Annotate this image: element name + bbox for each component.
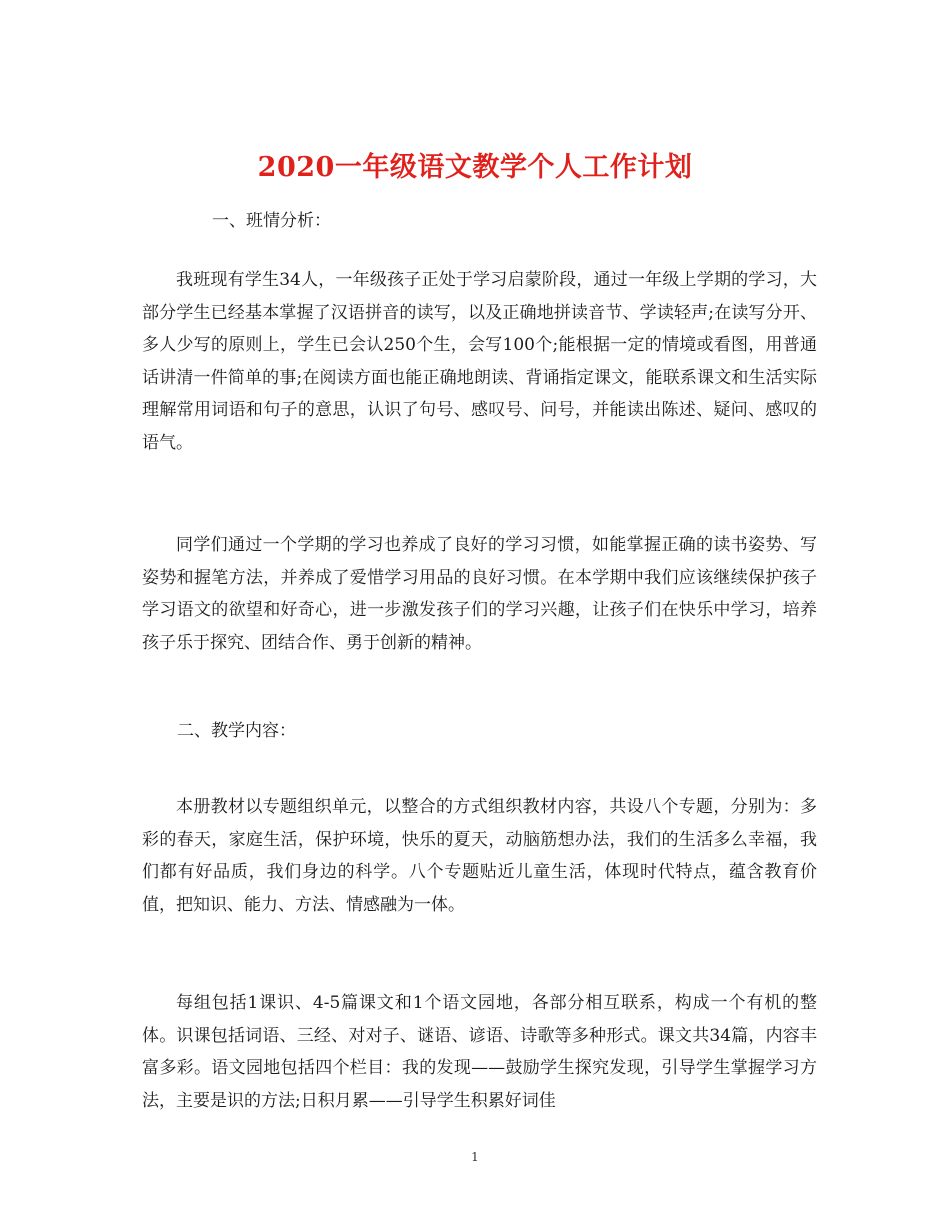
paragraph-learning-habits: 同学们通过一个学期的学习也养成了良好的学习习惯，如能掌握正确的读书姿势、写姿势和握笔方法，并养成了爱惜学习用品的良好习惯。在本学期中我们应该继续保护孩子学习语文的欲望和好奇心，进一步激发孩子们的学习兴趣，让孩子们在快乐中学习，培养孩子乐于探究、团结合作、勇于创新的精神。 [142, 535, 817, 653]
section-heading-class-analysis: 一、班情分析： [212, 211, 331, 231]
paragraph-unit-structure: 每组包括1课识、4-5篇课文和1个语文园地，各部分相互联系，构成一个有机的整体。识课包括词语、三经、对对子、谜语、谚语、诗歌等多种形式。课文共34篇，内容丰富多彩。语文园地包括四个栏目：我的发现——鼓励学生探究发现，引导学生掌握学习方法，主要是识的方法;日积月累——引导学生积累好词佳 [142, 993, 817, 1111]
section-heading-teaching-content: 二、教学内容： [177, 721, 296, 741]
document-title: 2020一年级语文教学个人工作计划 [257, 152, 693, 184]
page-number: 1 [471, 1150, 479, 1164]
paragraph-textbook-topics: 本册教材以专题组织单元，以整合的方式组织教材内容，共设八个专题，分别为：多彩的春天，家庭生活，保护环境，快乐的夏天，动脑筋想办法，我们的生活多么幸福，我们都有好品质，我们身边的科学。八个专题贴近儿童生活，体现时代特点，蕴含教育价值，把知识、能力、方法、情感融为一体。 [142, 797, 817, 915]
paragraph-class-analysis: 我班现有学生34人，一年级孩子正处于学习启蒙阶段，通过一年级上学期的学习，大部分学生已经基本掌握了汉语拼音的读写，以及正确地拼读音节、学读轻声;在读写分开、多人少写的原则上，学生已会认250个生，会写100个;能根据一定的情境或看图，用普通话讲清一件简单的事;在阅读方面也能正确地朗读、背诵指定课文，能联系课文和生活实际理解常用词语和句子的意思，认识了句号、感叹号、问号，并能读出陈述、疑问、感叹的语气。 [142, 270, 817, 453]
